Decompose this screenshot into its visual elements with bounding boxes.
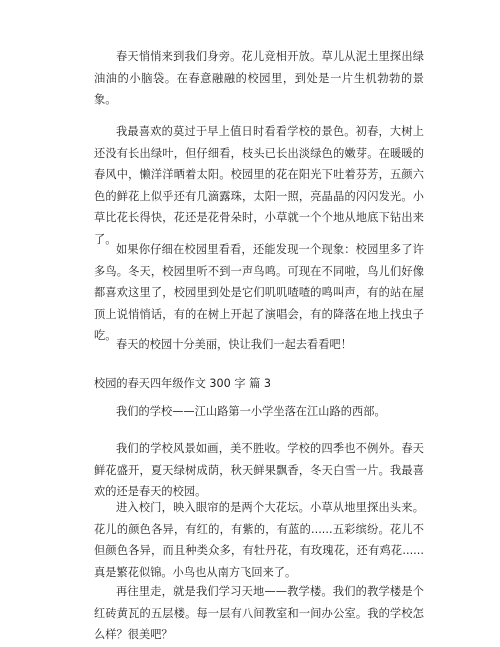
paragraph-birds: 如果你仔细在校园里看看，还能发现一个现象：校园里多了许多鸟。冬天，校园里听不到一声鸟鸣。可现在不同啦，鸟儿们好像都喜欢这里了，校园里到处是它们叽叽喳喳的鸣叫声，有的站在屋顶上说悄悄话，有的在树上开起了演唱会，有的降落在地上找虫子吃。 <box>94 243 424 342</box>
paragraph-flower-beds: 进入校门，映入眼帘的是两个大花坛。小草从地里探出头来。花儿的颜色各异，有红的，有紫的，有蓝的......五彩缤纷。花儿不但颜色各异，而且种类众多，有牡丹花，有玫瑰花，还有鸡花......真是繁花似锦。小鸟也从南方飞回来了。 <box>94 501 424 579</box>
section-title: 校园的春天四年级作文 300 字 篇 3 <box>94 377 271 390</box>
paragraph-school-location: 我们的学校——江山路第一小学坐落在江山路的西部。 <box>116 405 386 418</box>
paragraph-school-scenery: 我们的学校风景如画，美不胜收。学校的四季也不例外。春天鲜花盛开，夏天绿树成荫，秋天鲜果飘香，冬天白雪一片。我最喜欢的还是春天的校园。 <box>94 442 424 498</box>
paragraph-teaching-building: 再往里走，就是我们学习天地——教学楼。我们的教学楼是个红砖黄瓦的五层楼。每一层有八间教室和一间办公室。我的学校怎么样？很美吧？ <box>94 585 424 641</box>
paragraph-invitation: 春天的校园十分美丽，快让我们一起去看看吧！ <box>116 338 352 351</box>
paragraph-morning-scenery: 我最喜欢的莫过于早上值日时看看学校的景色。初春，大树上还没有长出绿叶，但仔细看，枝头已长出淡绿色的嫩芽。在暖暖的春风中，懒洋洋晒着太阳。校园里的花在阳光下吐着芬芳，五颜六色的鲜花上似乎还有几滴露珠，太阳一照，亮晶晶的闪闪发光。小草比花长得快，花还是花骨朵时，小草就一个个地从地底下钻出来了。 <box>94 125 424 246</box>
paragraph-spring-arrives: 春天悄悄来到我们身旁。花儿竞相开放。草儿从泥土里探出绿油油的小脑袋。在春意融融的校园里，到处是一片生机勃勃的景象。 <box>94 50 424 106</box>
